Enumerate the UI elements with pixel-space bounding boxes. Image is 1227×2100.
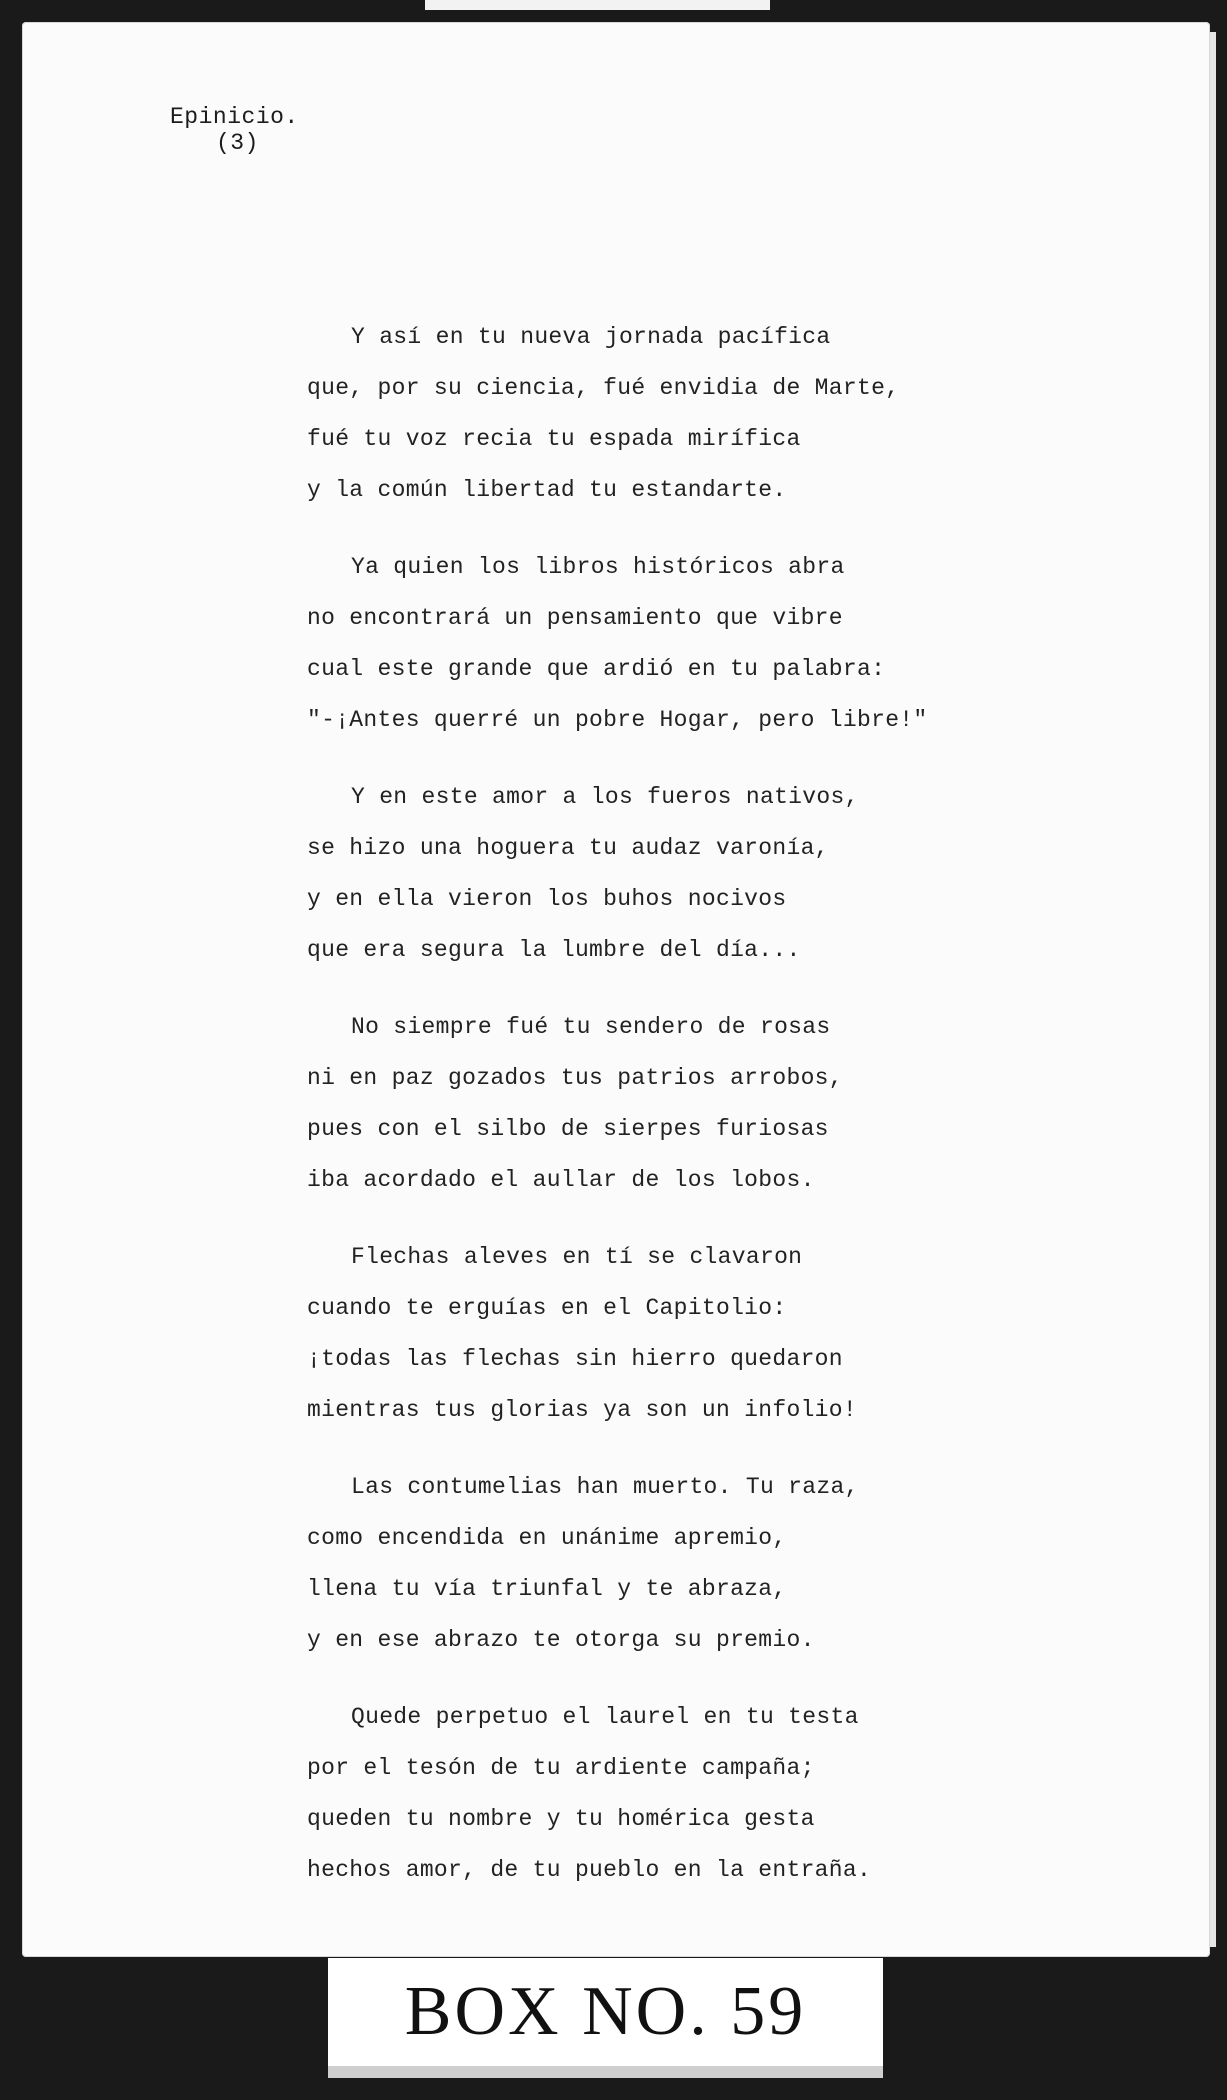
poem-line: Y en este amor a los fueros nativos,: [351, 784, 859, 810]
poem-line: cual este grande que ardió en tu palabra:: [307, 656, 886, 682]
poem-title: Epinicio.: [170, 104, 299, 130]
poem-line: "-¡Antes querré un pobre Hogar, pero libre!": [307, 707, 928, 733]
poem-line: iba acordado el aullar de los lobos.: [307, 1167, 815, 1193]
poem-line: ni en paz gozados tus patrios arrobos,: [307, 1065, 843, 1091]
stanza-2: [307, 542, 1067, 746]
box-number-text: BOX NO. 59: [404, 1973, 807, 2050]
poem-line: mientras tus glorias ya son un infolio!: [307, 1397, 857, 1423]
poem-line: queden tu nombre y tu homérica gesta: [307, 1806, 815, 1832]
poem-line: fué tu voz recia tu espada mirífica: [307, 426, 801, 452]
poem-line: que, por su ciencia, fué envidia de Marte,: [307, 375, 900, 401]
archive-box-label: [328, 1958, 883, 2066]
poem-line: pues con el silbo de sierpes furiosas: [307, 1116, 829, 1142]
scan-top-edge: [425, 0, 770, 10]
page-edge: [1210, 32, 1216, 1947]
typewritten-page: [22, 22, 1210, 1957]
poem-line: y en ese abrazo te otorga su premio.: [307, 1627, 815, 1653]
stanza-4: [307, 1002, 1067, 1206]
poem-line: y la común libertad tu estandarte.: [307, 477, 787, 503]
scan-bottom-edge: [328, 2066, 883, 2078]
stanza-3: [307, 772, 1067, 976]
poem-line: No siempre fué tu sendero de rosas: [351, 1014, 831, 1040]
poem-line: llena tu vía triunfal y te abraza,: [307, 1576, 787, 1602]
poem-line: Flechas aleves en tí se clavaron: [351, 1244, 803, 1270]
poem-line: por el tesón de tu ardiente campaña;: [307, 1755, 815, 1781]
stanza-5: [307, 1232, 1067, 1436]
page-header: [170, 104, 299, 156]
poem-line: no encontrará un pensamiento que vibre: [307, 605, 843, 631]
poem-line: ¡todas las flechas sin hierro quedaron: [307, 1346, 843, 1372]
stanza-6: [307, 1462, 1067, 1666]
stanza-1: [307, 312, 1067, 516]
poem-line: Ya quien los libros históricos abra: [351, 554, 845, 580]
poem-line: se hizo una hoguera tu audaz varonía,: [307, 835, 829, 861]
stanza-7: [307, 1692, 1067, 1896]
poem-line: que era segura la lumbre del día...: [307, 937, 801, 963]
poem-line: Quede perpetuo el laurel en tu testa: [351, 1704, 859, 1730]
poem-body: [307, 312, 1067, 1922]
poem-line: y en ella vieron los buhos nocivos: [307, 886, 787, 912]
page-number: (3): [216, 130, 259, 156]
poem-line: como encendida en unánime apremio,: [307, 1525, 787, 1551]
poem-line: cuando te erguías en el Capitolio:: [307, 1295, 787, 1321]
poem-line: hechos amor, de tu pueblo en la entraña.: [307, 1857, 872, 1883]
poem-line: Y así en tu nueva jornada pacífica: [351, 324, 831, 350]
poem-line: Las contumelias han muerto. Tu raza,: [351, 1474, 859, 1500]
